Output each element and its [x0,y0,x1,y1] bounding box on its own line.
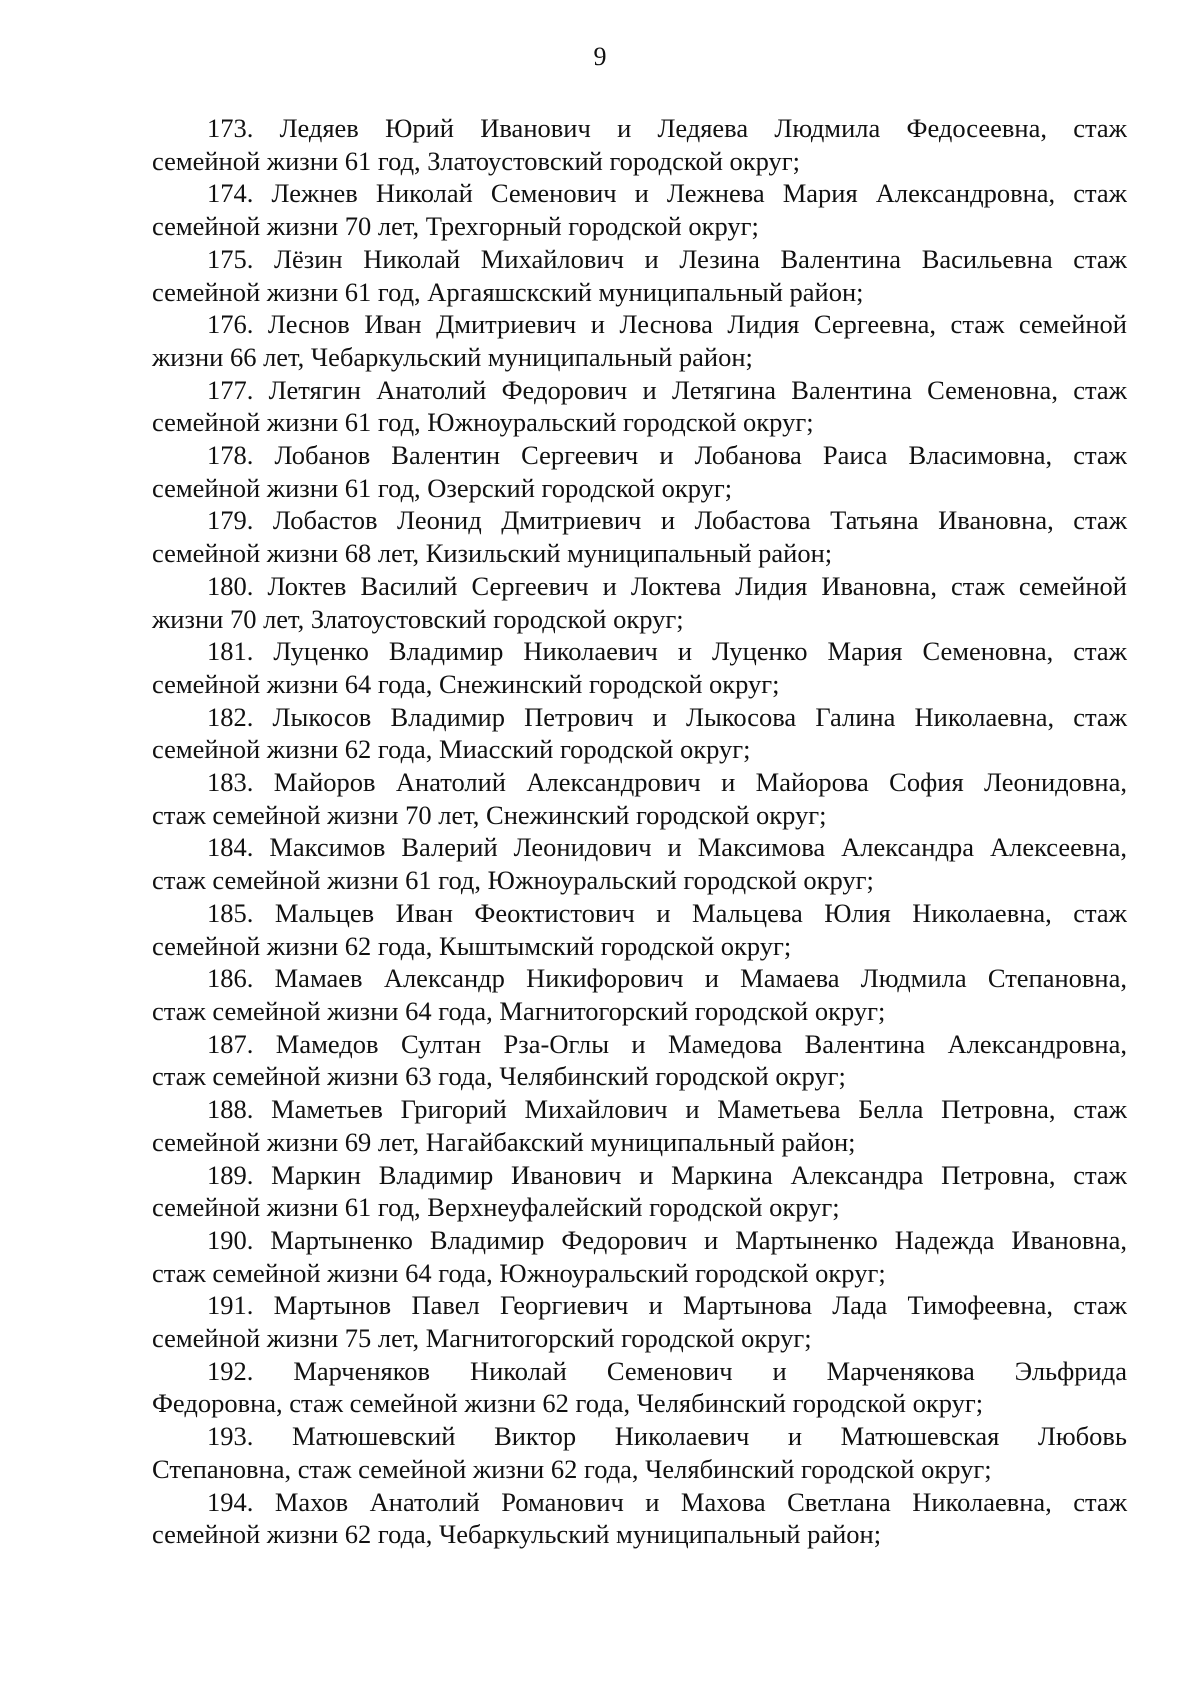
entry-line-1: 173. Ледяев Юрий Иванович и Ледяева Людмила Федосеевна, стаж [207,113,1127,143]
entry-line-1: 176. Леснов Иван Дмитриевич и Леснова Лидия Сергеевна, стаж семейной [207,309,1127,340]
entry-line-2: жизни 70 лет, Златоустовский городской округ; [152,603,684,634]
entry-line-1: 194. Махов Анатолий Романович и Махова Светлана Николаевна, стаж [207,1486,1127,1517]
entry-line-1: 178. Лобанов Валентин Сергеевич и Лобанова Раиса Власимовна, стаж [207,440,1127,471]
award-list [152,112,1127,1551]
entry-line-1: 186. Мамаев Александр Никифорович и Мамаева Людмила Степановна, [207,963,1127,994]
entry-line-1: 187. Мамедов Султан Рза-Оглы и Мамедова Валентина Александровна, [207,1028,1127,1059]
entry-line-2: семейной жизни 61 год, Озерский городской округ; [152,472,733,503]
entry-line-1: 177. Летягин Анатолий Федорович и Летягина Валентина Семеновна, стаж [207,374,1127,405]
list-item [152,177,1127,242]
entry-line-1: 181. Луценко Владимир Николаевич и Луценко Мария Семеновна, стаж [207,636,1127,667]
entry-line-1: 184. Максимов Валерий Леонидович и Максимова Александра Алексеевна, [207,832,1127,863]
list-item [152,635,1127,700]
entry-line-2: семейной жизни 62 года, Кыштымский городской округ; [152,930,792,961]
entry-line-2: стаж семейной жизни 70 лет, Снежинский городской округ; [152,799,827,830]
entry-line-2: Степановна, стаж семейной жизни 62 года, Челябинский городской округ; [152,1453,992,1484]
list-item [152,1486,1127,1551]
entry-line-2: стаж семейной жизни 64 года, Магнитогорский городской округ; [152,995,886,1026]
list-item [152,701,1127,766]
list-item [152,766,1127,831]
list-item [152,1159,1127,1224]
entry-line-2: семейной жизни 64 года, Снежинский городской округ; [152,668,780,699]
list-item [152,962,1127,1027]
entry-line-1: 175. Лёзин Николай Михайлович и Лезина Валентина Васильевна стаж [207,243,1127,274]
list-item [152,308,1127,373]
list-item [152,1289,1127,1354]
list-item [152,1093,1127,1158]
entry-line-2: семейной жизни 61 год, Златоустовский городской округ; [152,145,801,176]
list-item [152,1028,1127,1093]
entry-line-2: семейной жизни 61 год, Верхнеуфалейский городской округ; [152,1192,840,1223]
entry-line-2: стаж семейной жизни 61 год, Южноуральский городской округ; [152,865,874,896]
list-item [152,439,1127,504]
entry-line-1: 183. Майоров Анатолий Александрович и Майорова София Леонидовна, [207,767,1127,798]
entry-line-2: семейной жизни 70 лет, Трехгорный городской округ; [152,211,759,242]
entry-line-2: семейной жизни 62 года, Чебаркульский муниципальный район; [152,1519,882,1550]
page-number: 9 [593,42,607,71]
list-item [152,504,1127,569]
entry-line-2: жизни 66 лет, Чебаркульский муниципальный район; [152,341,753,372]
entry-line-2: семейной жизни 75 лет, Магнитогорский городской округ; [152,1323,812,1354]
entry-line-2: стаж семейной жизни 63 года, Челябинский городской округ; [152,1061,846,1092]
entry-line-1: 182. Лыкосов Владимир Петрович и Лыкосова Галина Николаевна, стаж [207,701,1127,732]
list-item [152,112,1127,177]
entry-line-1: 185. Мальцев Иван Феоктистович и Мальцева Юлия Николаевна, стаж [207,897,1127,928]
entry-line-1: 193. Матюшевский Виктор Николаевич и Матюшевская Любовь [207,1421,1127,1452]
list-item [152,1355,1127,1420]
list-item [152,374,1127,439]
list-item [152,570,1127,635]
entry-line-1: 190. Мартыненко Владимир Федорович и Мартыненко Надежда Ивановна, [207,1224,1127,1255]
entry-line-1: 192. Марченяков Николай Семенович и Марченякова Эльфрида [207,1355,1127,1386]
list-item [152,897,1127,962]
entry-line-2: семейной жизни 69 лет, Нагайбакский муниципальный район; [152,1126,856,1157]
entry-line-1: 180. Локтев Василий Сергеевич и Локтева Лидия Ивановна, стаж семейной [207,570,1127,601]
entry-line-1: 191. Мартынов Павел Георгиевич и Мартынова Лада Тимофеевна, стаж [207,1290,1127,1321]
list-item [152,831,1127,896]
entry-line-2: Федоровна, стаж семейной жизни 62 года, Челябинский городской округ; [152,1388,984,1419]
list-item [152,1420,1127,1485]
entry-line-2: стаж семейной жизни 64 года, Южноуральский городской округ; [152,1257,886,1288]
entry-line-2: семейной жизни 61 год, Южноуральский городской округ; [152,407,814,438]
entry-line-1: 174. Лежнев Николай Семенович и Лежнева Мария Александровна, стаж [207,178,1127,209]
entry-line-1: 179. Лобастов Леонид Дмитриевич и Лобастова Татьяна Ивановна, стаж [207,505,1127,536]
entry-line-2: семейной жизни 62 года, Миасский городской округ; [152,734,751,765]
entry-line-2: семейной жизни 68 лет, Кизильский муниципальный район; [152,538,833,569]
entry-line-1: 188. Маметьев Григорий Михайлович и Маметьева Белла Петровна, стаж [207,1094,1127,1125]
entry-line-1: 189. Маркин Владимир Иванович и Маркина Александра Петровна, стаж [207,1159,1127,1190]
entry-line-2: семейной жизни 61 год, Аргаяшскский муниципальный район; [152,276,864,307]
list-item [152,1224,1127,1289]
list-item [152,243,1127,308]
